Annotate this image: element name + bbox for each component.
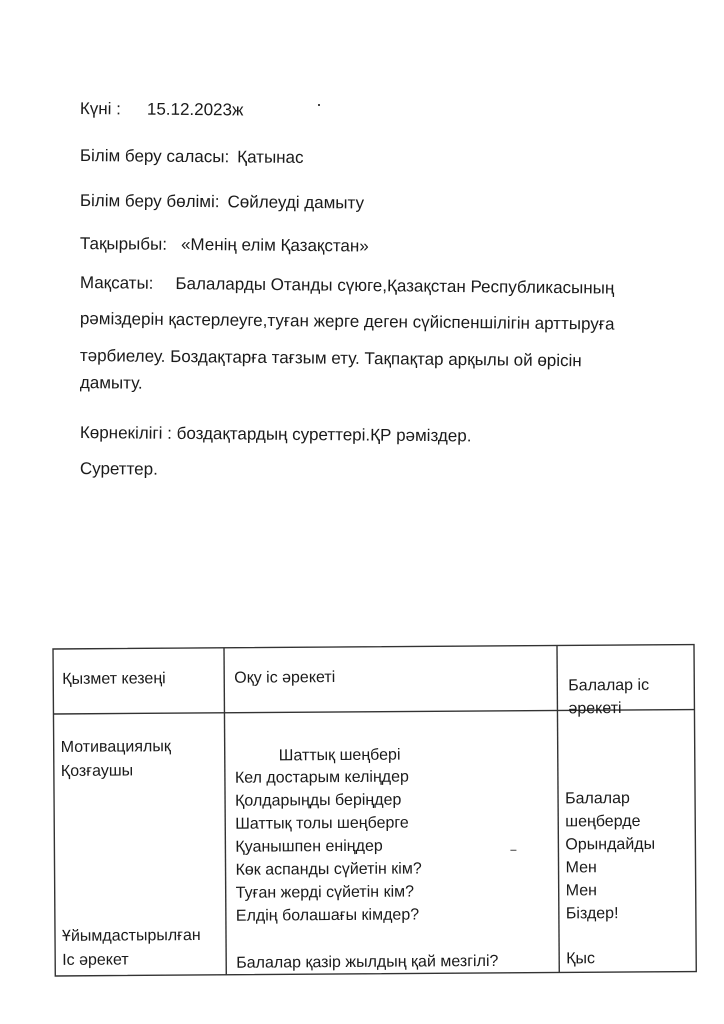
children-line: Орындайды (565, 835, 656, 854)
children-line: Мен (565, 859, 597, 877)
area-value: Қатынас (237, 147, 304, 167)
activity-line: Елдің болашағы кімдер? (235, 906, 420, 925)
children-line: шеңберде (565, 812, 641, 831)
stage-driver: Қозғаушы (60, 762, 134, 780)
children-line: Балалар (565, 789, 630, 808)
visuals-line: Көрнекілігі : боздақтардың суреттері.ҚР рәміздер. (79, 423, 472, 446)
children-line: Мен (565, 882, 598, 900)
activity-line: Шаттық толы шеңберге (235, 814, 409, 833)
topic-label: Тақырыбы: (79, 234, 168, 254)
stage-activity: Іс әрекет (62, 951, 129, 969)
goal-text-1: Балаларды Отанды сүюге,Қазақстан Республикасының (175, 274, 615, 298)
activity-line: Қуанышпен еніңдер (235, 837, 383, 856)
activity-line: Көк аспанды сүйетін кім? (235, 860, 422, 879)
children-line: Біздер! (565, 905, 619, 923)
stray-mark (318, 104, 320, 106)
goal-label: Мақсаты: (79, 273, 154, 293)
activity-line: Қолдарыңды беріңдер (235, 791, 402, 810)
area-line (80, 146, 304, 168)
header-stage: Қызмет кезеңі (62, 670, 166, 688)
goal-line-4: дамыту. (79, 373, 143, 393)
section-value: Сөйлеуді дамыту (227, 192, 365, 213)
activity-line: Шаттық шеңбері (278, 746, 401, 765)
lesson-table (52, 644, 698, 978)
activity-line: Туған жерді сүйетін кім? (235, 883, 415, 902)
topic-line (80, 234, 369, 257)
stage-organized: Ұйымдастырылған (61, 926, 201, 945)
date-label: Күні : (79, 99, 122, 119)
goal-line-2: рәміздерін қастерлеуге,туған жерге деген сүйіспеншілігін арттыруға (79, 309, 615, 334)
header-children-2: әрекеті (568, 700, 622, 718)
pictures-line: Суреттер. (79, 459, 158, 479)
goal-line-1 (80, 273, 615, 299)
section-label: Білім беру бөлімі: (79, 191, 220, 212)
stage-motivation: Мотивациялық (60, 738, 171, 756)
header-activity: Оқу іс әрекеті (234, 669, 336, 687)
topic-value: «Менің елім Қазақстан» (180, 234, 369, 256)
stray-dash (510, 850, 516, 851)
date-line (80, 99, 244, 120)
children-line: Қыс (566, 950, 596, 968)
goal-line-3: тәрбиелеу. Боздақтарға тағзым ету. Тақпақтар арқылы ой өрісін (79, 346, 582, 371)
section-line (80, 191, 364, 213)
area-label: Білім беру саласы: (79, 146, 230, 167)
header-children-1: Балалар іс (568, 676, 650, 695)
activity-line: Балалар қазір жылдың қай мезгілі? (236, 952, 499, 972)
date-value: 15.12.2023ж (146, 99, 244, 120)
activity-line: Кел достарым келіңдер (234, 768, 409, 787)
